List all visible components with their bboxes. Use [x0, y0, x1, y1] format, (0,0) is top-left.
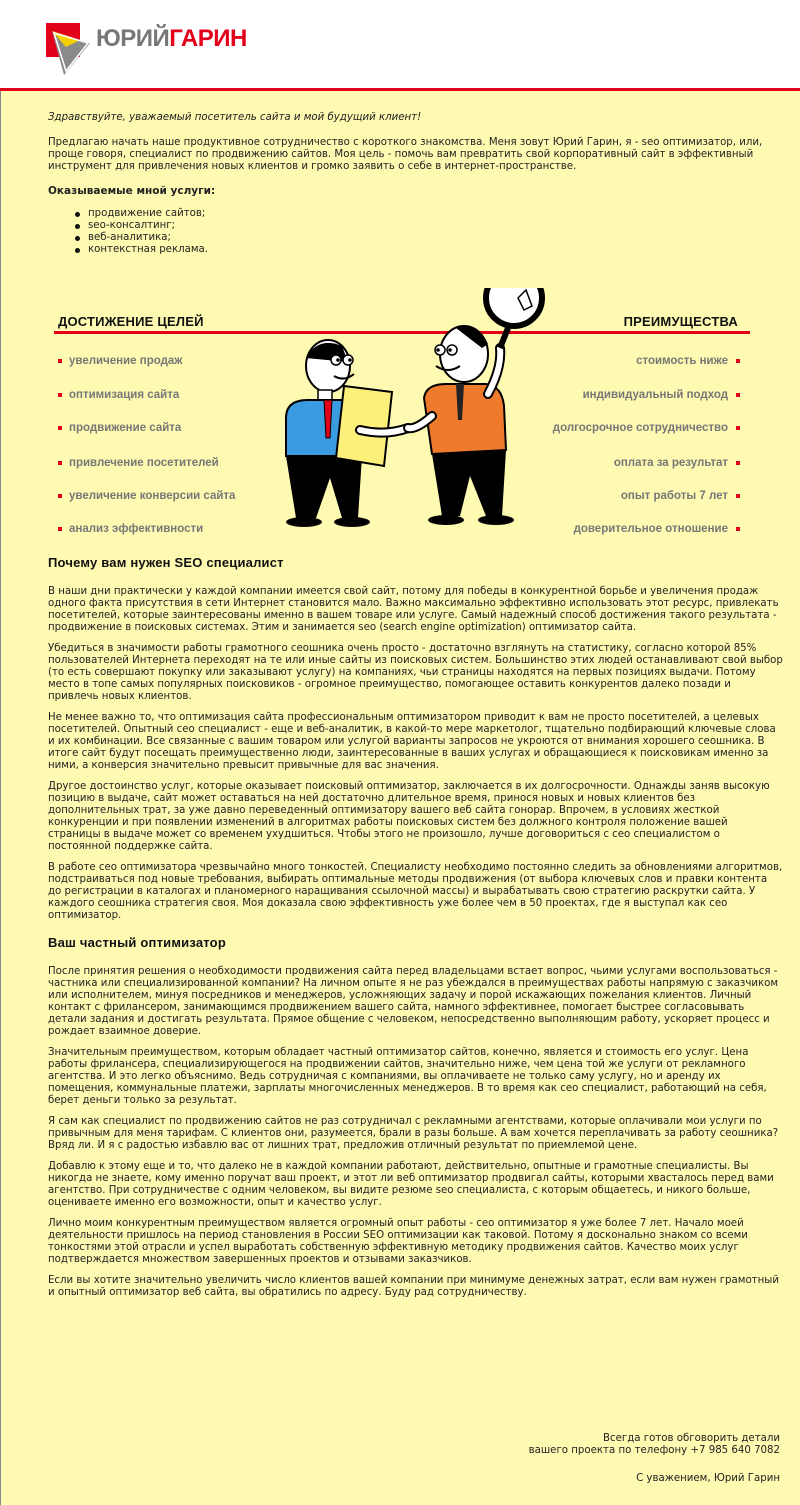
intro-section [48, 112, 783, 256]
goal-item: привлечение посетителей [58, 457, 219, 469]
handshake-illustration [256, 288, 556, 543]
paragraph: После принятия решения о необходимости продвижения сайта перед владельцами встает вопрос, чьими услугами воспользоваться - частника или специализированной компании? На личном опыте я не раз убеждался в преимуществах работы напрямую с заказчиком или исполнителем, минуя посредников и менеджеров, усложняющих задачу и порой искажающих пожелания клиентов. Личный контакт с фрилансером, занимающимся продвижением вашего сайта, намного эффективнее, помогает быстрее согласовывать детали задания и достигать результата. Прямое общение с человеком, непосредственно выполняющим работу, ускоряет процесс и рождает взаимное доверие. [48, 966, 779, 1037]
goal-item: увеличение продаж [58, 355, 182, 367]
goal-item: анализ эффективности [58, 523, 203, 535]
paragraph: Убедиться в значимости работы грамотного сеошника очень просто - достаточно взглянуть на статистику, согласно которой 85% пользователей Интернета переходят на те или иные сайты из поисковых систем. Большинство этих людей останавливают свой выбор (то есть совершают покупку или заказывают услугу) на компаниях, чьи страницы находятся на первых позициях выдачи. Потому место в топе самых популярных поисковиков - огромное преимущество, помогающее оставить конкурентов далеко позади и привлечь новых клиентов. [48, 643, 783, 702]
site-header [0, 0, 800, 88]
paragraph: Лично моим конкурентным преимуществом является огромный опыт работы - сео оптимизатор я уже более 7 лет. Начало моей деятельности пришлось на период становления в России SEO оптимизации как таковой. Потому я досконально знаком со всеми тонкостями этой отрасли и успел выработать собственную эффективную методику продвижения сайтов. Качество моих услуг подтверждается множеством завершенных проектов и отзывами заказчиков. [48, 1218, 748, 1265]
paragraph: Я сам как специалист по продвижению сайтов не раз сотрудничал с рекламными агентствами, которые оплачивали мои услуги по привычным для меня тарифам. С клиентов они, разумеется, брали в разы больше. А вам хочется переплачивать за работу сеошника? Вряд ли. И я с радостью избавлю вас от лишних трат, предложив отличный результат по приемлемой цене. [48, 1116, 779, 1151]
contact-phone-line: вашего проекта по телефону +7 985 640 7082 [528, 1445, 780, 1456]
goal-item: увеличение конверсии сайта [58, 490, 235, 502]
paragraph: В работе сео оптимизатора чрезвычайно много тонкостей. Специалисту необходимо постоянно следить за обновлениями алгоритмов, подстраиваться под новые требования, выбирать оптимальные методы продвижения (от выбора ключевых слов и правки контента до регистрации в каталогах и планомерного наращивания ссылочной массы) и вырабатывать свою стратегию раскрутки сайта. У каждого сеошника стратегия своя. Моя доказала свою эффективность уже более чем в 50 проектах, где я выступал как сео оптимизатор. [48, 862, 783, 921]
services-title: Оказываемые мной услуги: [48, 185, 216, 197]
header-divider [0, 88, 800, 91]
paragraph: Значительным преимуществом, которым обладает частный оптимизатор сайтов, конечно, является и стоимость его услуг. Цена работы фрилансера, специализирующегося на продвижении сайтов, значительно ниже, чем цена той же услуги от рекламного агентства. И это легко объяснимо. Ведь сотрудничая с компаниями, вы оплачиваете не только саму услугу, но и аренду их помещения, коммунальные платежи, зарплаты многочисленных менеджеров. В то время как сео специалист, работающий на себя, берет деньги только за результат. [48, 1047, 767, 1106]
paragraph: Не менее важно то, что оптимизация сайта профессиональным оптимизатором приводит к вам не просто посетителей, а целевых посетителей. Опытный сео специалист - еще и веб-аналитик, в какой-то мере маркетолог, тщательно подбирающий ключевые слова и их комбинации. Все связанные с вашим товаром или услугой варианты запросов не укроются от внимания хорошего сеошника. В итоге сайт будут посещать преимущественно люди, заинтересованные в ваших услугах и обращающиеся к поисковикам именно за ними, а конверсия значительно превысит привычные для вас значения. [48, 712, 776, 771]
advantages-title: ПРЕИМУЩЕСТВА [623, 314, 738, 329]
section-title-why-seo: Почему вам нужен SEO специалист [48, 555, 284, 570]
signature: С уважением, Юрий Гарин [636, 1473, 780, 1484]
goal-item: продвижение сайта [58, 422, 181, 434]
logo-mark-icon [44, 17, 96, 77]
list-item: контекстная реклама. [88, 244, 783, 256]
advantage-item: доверительное отношение [574, 523, 740, 535]
logo-first-name: ЮРИЙ [96, 25, 170, 52]
article [48, 557, 783, 1308]
logo-last-name: ГАРИН [169, 25, 247, 52]
goal-item: оптимизация сайта [58, 389, 179, 401]
page-left-border [0, 91, 1, 1505]
advantage-item: опыт работы 7 лет [621, 490, 740, 502]
list-item: продвижение сайтов; [88, 208, 783, 220]
greeting: Здравствуйте, уважаемый посетитель сайта и мой будущий клиент! [48, 112, 422, 123]
intro-paragraph: Предлагаю начать наше продуктивное сотрудничество с короткого знакомства. Меня зовут Юрий Гарин, я - seo оптимизатор, или, проще говоря, специалист по продвижению сайтов. Моя цель - помочь вам превратить свой корпоративный сайт в эффективный инструмент для привлечения новых клиентов и громко заявить о себе в интернет-пространстве. [48, 137, 763, 172]
logo[interactable] [44, 17, 264, 77]
services-list [48, 208, 783, 256]
list-item: веб-аналитика; [88, 232, 783, 244]
advantage-item: индивидуальный подход [583, 389, 740, 401]
paragraph: В наши дни практически у каждой компании имеется свой сайт, потому для победы в конкурентной борьбе и увеличения продаж одного факта присутствия в сети Интернет становится мало. Важно максимально эффективно использовать этот ресурс, привлекать посетителей, которые заинтересованы именно в вашем товаре или услуге. Самый надежный способ достижения такого результата - продвижение в поисковых системах. Этим и занимается seo (search engine optimization) оптимизатор сайта. [48, 586, 779, 633]
section-title-private-optimizer: Ваш частный оптимизатор [48, 935, 226, 950]
goals-title: ДОСТИЖЕНИЕ ЦЕЛЕЙ [58, 314, 204, 329]
goals-advantages-banner [48, 300, 758, 545]
contact-line: Всегда готов обговорить детали [603, 1433, 780, 1444]
contact-footer [380, 1433, 780, 1485]
list-item: seo-консалтинг; [88, 220, 783, 232]
paragraph: Добавлю к этому еще и то, что далеко не в каждой компании работают, действительно, опытные и грамотные специалисты. Вы никогда не знаете, кому именно поручат ваш проект, и этот ли веб оптимизатор продвигал сайты, которыми хвасталось перед вами агентство. При сотрудничестве с одним человеком, вы видите резюме seo специалиста, с которым общаетесь, и никого больше, оцениваете именно его возможности, опыт и качество услуг. [48, 1161, 774, 1208]
advantage-item: стоимость ниже [636, 355, 740, 367]
paragraph: Если вы хотите значительно увеличить число клиентов вашей компании при минимуме денежных затрат, если вам нужен грамотный и опытный оптимизатор веб сайта, вы обратились по адресу. Буду рад сотрудничеству. [48, 1275, 779, 1298]
advantage-item: долгосрочное сотрудничество [553, 422, 740, 434]
logo-text [96, 25, 247, 52]
advantage-item: оплата за результат [614, 457, 740, 469]
paragraph: Другое достоинство услуг, которые оказывает поисковый оптимизатор, заключается в их долгосрочности. Однажды заняв высокую позицию в выдаче, сайт может оставаться на ней достаточно длительное время, принося новых и новых клиентов без дополнительных трат, за уже давно переведенный оптимизатору вашего веб сайта гонорар. Впрочем, в условиях жесткой конкуренции и при появлении изменений в алгоритмах работы поисковых систем без должного контроля положение вашей страницы в выдаче может со временем ухудшиться. Чтобы этого не произошло, лучше договориться с сео специалистом о постоянной поддержке сайта. [48, 781, 770, 852]
